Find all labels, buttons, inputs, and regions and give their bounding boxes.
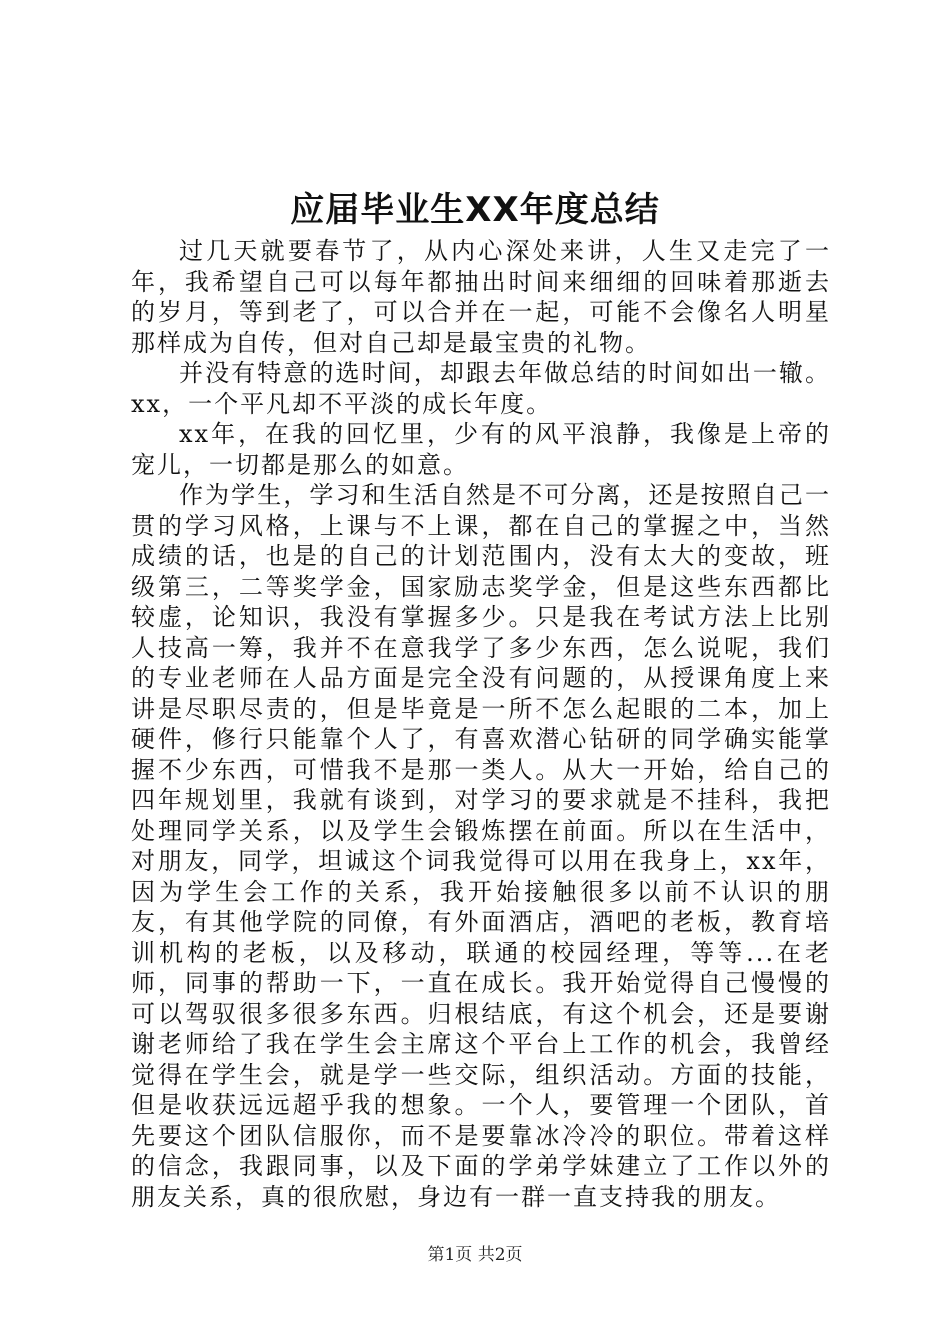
paragraph-3: xx年，在我的回忆里，少有的风平浪静，我像是上帝的宠儿，一切都是那么的如意。 [131,420,831,479]
page-footer: 第1页 共2页 [427,1245,523,1265]
paragraph-2: 并没有特意的选时间，却跟去年做总结的时间如出一辙。xx，一个平凡却不平淡的成长年度。 [131,359,831,418]
paragraph-4: 作为学生，学习和生活自然是不可分离，还是按照自己一贯的学习风格，上课与不上课，都在自己的掌握之中，当然成绩的话，也是的自己的计划范围内，没有太大的变故，班级第三，二等奖学金，国家励志奖学金，但是这些东西都比较虚，论知识，我没有掌握多少。只是我在考试方法上比别人技高一筹，我并不在意我学了多少东西，怎么说呢，我们的专业老师在人品方面是完全没有问题的，从授课角度上来讲是尽职尽责的，但是毕竟是一所不怎么起眼的二本，加上硬件，修行只能靠个人了，有喜欢潜心钻研的同学确实能掌握不少东西，可惜我不是那一类人。从大一开始，给自己的四年规划里，我就有谈到，对学习的要求就是不挂科，我把处理同学关系，以及学生会锻炼摆在前面。所以在生活中，对朋友，同学，坦诚这个词我觉得可以用在我身上，xx年，因为学生会工作的关系，我开始接触很多以前不认识的朋友，有其他学院的同僚，有外面酒店，酒吧的老板，教育培训机构的老板，以及移动，联通的校园经理，等等...在老师，同事的帮助一下，一直在成长。我开始觉得自己慢慢的可以驾驭很多很多东西。归根结底，有这个机会，还是要谢谢老师给了我在学生会主席这个平台上工作的机会，我曾经觉得在学生会，就是学一些交际，组织活动。方面的技能，但是收获远远超乎我的想象。一个人，要管理一个团队，首先要这个团队信服你，而不是要靠冰冷冷的职位。带着这样的信念，我跟同事，以及下面的学弟学妹建立了工作以外的朋友关系，真的很欣慰，身边有一群一直支持我的朋友。 [131,481,831,1211]
document-title: 应届毕业生XX年度总结 [290,190,660,230]
document-body [131,236,831,1212]
paragraph-1: 过几天就要春节了，从内心深处来讲，人生又走完了一年，我希望自己可以每年都抽出时间来细细的回味着那逝去的岁月，等到老了，可以合并在一起，可能不会像名人明星那样成为自传，但对自己却是最宝贵的礼物。 [131,237,831,357]
